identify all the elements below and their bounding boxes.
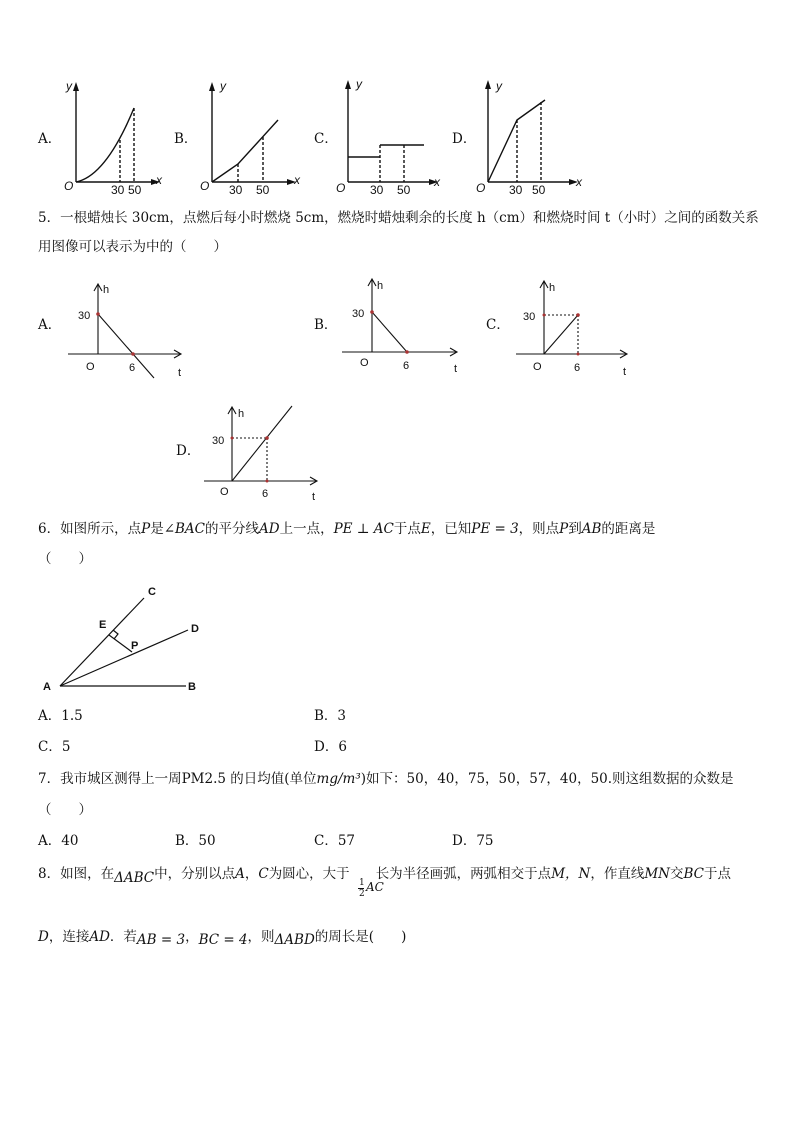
q5-option-d-label[interactable]: D． — [176, 443, 201, 459]
value-30: 30 — [523, 311, 536, 323]
q7-choice-d[interactable]: D．75 — [452, 833, 494, 849]
q6-stem-line2: （ ） — [38, 551, 92, 567]
q5-stem-line1: 5．一根蜡烛长 30cm，点燃后每小时燃烧 5cm，燃烧时蜡烛剩余的长度 h（cm）和燃烧时间 t（小时）之间的函数关系 — [38, 210, 759, 226]
y-axis-label: y — [220, 79, 226, 93]
q6-choice-b[interactable]: B．3 — [314, 708, 347, 724]
h-axis-label: h — [238, 408, 245, 420]
value-6: 6 — [129, 362, 136, 374]
tick-30: 30 — [229, 183, 243, 197]
h-axis-label: h — [377, 280, 384, 292]
origin-label: O — [336, 181, 346, 195]
origin-label: O — [476, 181, 486, 195]
origin-label: O — [86, 361, 95, 373]
point-c-label: C — [148, 586, 156, 598]
value-6: 6 — [262, 488, 269, 500]
q6-choice-a[interactable]: A．1.5 — [38, 708, 83, 724]
x-axis-label: x — [576, 175, 582, 189]
t-axis-label: t — [454, 363, 458, 375]
h-axis-label: h — [103, 284, 110, 296]
q4-option-d-label[interactable]: D． — [452, 131, 477, 147]
q5-stem-line2: 用图像可以表示为中的（ ） — [38, 239, 227, 255]
q8-stem-line1: 8．如图，在ΔABC中，分别以点A，C为圆心，大于 长为半径画弧，两弧相交于点M，N，作直线MN交BC于点 — [38, 866, 731, 886]
x-axis-label: x — [294, 173, 300, 187]
q7-choice-c[interactable]: C．57 — [314, 833, 356, 849]
t-axis-label: t — [623, 366, 627, 378]
y-axis-label: y — [496, 79, 502, 93]
q5-option-a-label[interactable]: A． — [38, 317, 62, 333]
q8-fraction-ac: AC — [366, 880, 384, 894]
q4-option-c-label[interactable]: C． — [314, 131, 338, 147]
tick-50: 50 — [128, 183, 142, 197]
point-b-label: B — [188, 681, 196, 693]
q5-option-b-label[interactable]: B． — [314, 317, 338, 333]
tick-50: 50 — [256, 183, 270, 197]
origin-label: O — [533, 361, 542, 373]
point-e-label: E — [99, 619, 107, 631]
q8-fraction-num: 1 — [359, 878, 365, 888]
q6-choice-d[interactable]: D．6 — [314, 739, 347, 755]
origin-label: O — [64, 179, 74, 193]
x-axis-label: x — [156, 173, 162, 187]
ray-ad — [60, 630, 188, 686]
q5-option-c-label[interactable]: C． — [486, 317, 510, 333]
y-axis-label: y — [66, 79, 72, 93]
origin-label: O — [220, 486, 229, 498]
tick-50: 50 — [397, 183, 411, 197]
value-30: 30 — [212, 435, 225, 447]
value-30: 30 — [352, 308, 365, 320]
origin-label: O — [200, 179, 210, 193]
t-axis-label: t — [178, 367, 182, 379]
t-axis-label: t — [312, 491, 316, 503]
segment-pe — [109, 635, 132, 652]
origin-label: O — [360, 357, 369, 369]
value-6: 6 — [403, 360, 410, 372]
value-6: 6 — [574, 362, 581, 374]
q6-stem-line1: 6．如图所示，点P是∠BAC的平分线AD上一点，PE ⊥ AC于点E，已知PE = 3，则点P到AB的距离是 — [38, 521, 656, 537]
point-p-label: P — [131, 640, 139, 652]
right-angle-mark — [113, 630, 118, 639]
tick-30: 30 — [509, 183, 523, 197]
q4-option-a-label[interactable]: A． — [38, 131, 62, 147]
tick-30: 30 — [111, 183, 125, 197]
h-axis-label: h — [549, 282, 556, 294]
point-d-label: D — [191, 623, 199, 635]
q7-choice-a[interactable]: A．40 — [38, 833, 79, 849]
q7-stem-line2: （ ） — [38, 802, 92, 818]
q4-option-b-label[interactable]: B． — [174, 131, 198, 147]
x-axis-label: x — [434, 175, 440, 189]
tick-50: 50 — [532, 183, 546, 197]
q7-choice-b[interactable]: B．50 — [175, 833, 216, 849]
q8-stem-line2: D，连接AD．若AB = 3，BC = 4，则ΔABD的周长是( ) — [38, 929, 407, 948]
q6-choice-c[interactable]: C．5 — [38, 739, 71, 755]
q7-stem-line1: 7．我市城区测得上一周PM2.5 的日均值(单位mg/m³)如下：50，40，75，50，57，40，50.则这组数据的众数是 — [38, 771, 734, 787]
y-axis-label: y — [356, 77, 362, 91]
point-a-label: A — [43, 681, 51, 693]
q8-fraction-den: 2 — [359, 889, 365, 899]
tick-30: 30 — [370, 183, 384, 197]
value-30: 30 — [78, 310, 91, 322]
